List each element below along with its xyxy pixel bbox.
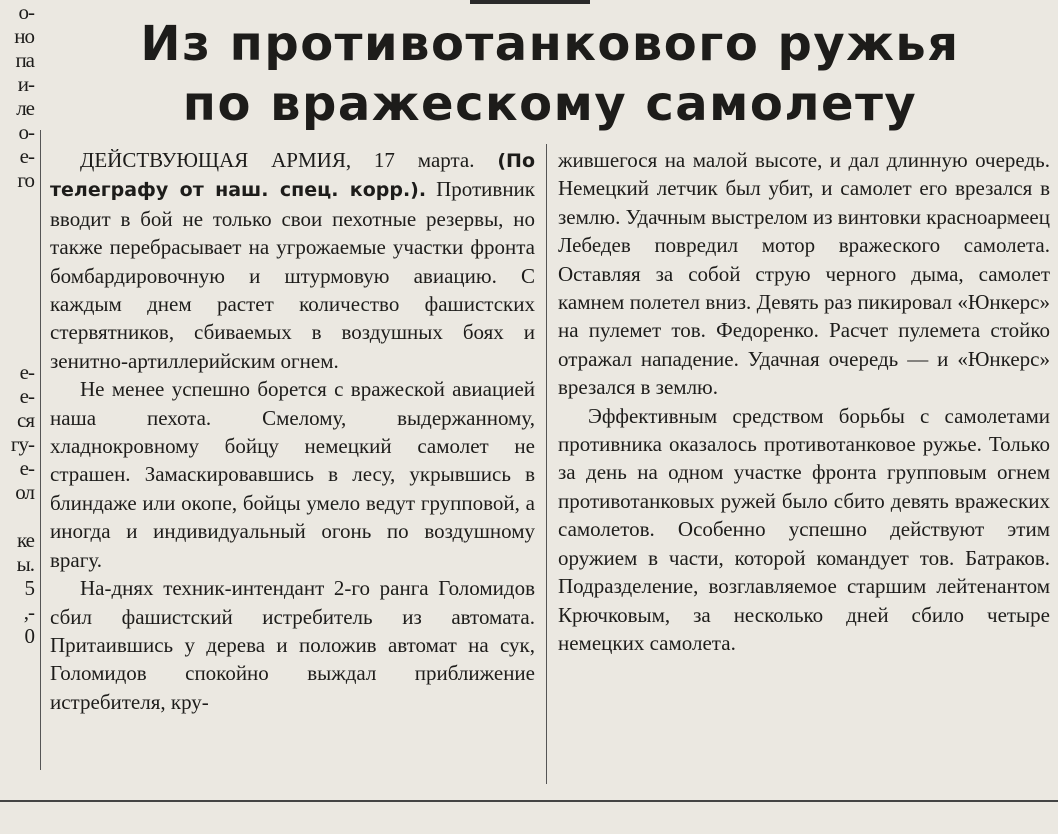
headline-line-2: по вражескому самолету bbox=[182, 76, 918, 132]
edge-fragment bbox=[0, 216, 34, 240]
edge-fragment bbox=[0, 312, 34, 336]
edge-fragment: и- bbox=[17, 72, 34, 96]
edge-fragment bbox=[0, 504, 34, 528]
edge-fragment: го bbox=[17, 168, 34, 192]
edge-fragment bbox=[0, 264, 34, 288]
edge-fragment: 0 bbox=[24, 624, 34, 648]
paragraph-3-continued: жившегося на малой высоте, и дал длинную очередь. Немецкий летчик был убит, и самолет его врезался в землю. Удачным выстрелом из винтовки красноармеец Лебедев повредил мотор вражеского самолета. Оставляя за собой струю черного дыма, самолет камнем полетел вниз. Девять раз пикировал «Юнкерс» на пулемет тов. Федоренко. Расчет пулемета стойко отражал нападение. Удачная очередь — и «Юнкерс» врезался в землю. bbox=[558, 148, 1050, 400]
edge-fragment: е- bbox=[19, 144, 34, 168]
edge-fragment: е- bbox=[19, 456, 34, 480]
paragraph-4: Эффективным средством борьбы с самолетами противника оказалось противотанковое ружье. Только за день на одном участке фронта групповым огнем противотанковых ружей было сбито девять вражеских самолетов. Особенно успешно действуют этим оружием в части, которой командует тов. Батраков. Подразделение, возглавляемое старшим лейтенантом Крючковым, за несколько дней сбило четыре немецких самолета. bbox=[558, 403, 1050, 655]
bottom-rule bbox=[0, 800, 1058, 802]
article-column-2 bbox=[558, 146, 1050, 796]
edge-fragment: о- bbox=[18, 0, 34, 24]
byline: (По телеграфу от наш. спец. корр.). bbox=[50, 150, 536, 202]
edge-fragment bbox=[0, 288, 34, 312]
edge-fragment: 5 bbox=[24, 576, 34, 600]
paragraph-1 bbox=[50, 146, 535, 375]
dateline: ДЕЙСТВУЮЩАЯ АРМИЯ, 17 марта. bbox=[80, 148, 475, 172]
edge-column-rule bbox=[40, 130, 41, 770]
edge-fragment bbox=[0, 192, 34, 216]
edge-fragment: па bbox=[15, 48, 34, 72]
edge-fragment: но bbox=[14, 24, 34, 48]
edge-fragment: ол bbox=[15, 480, 34, 504]
paragraph-1-text: Противник вводит в бой не только свои пехотные резервы, но также перебрасывает на угрожаемые участки фронта бомбардировочную и штурмовую авиацию. С каждым днем растет количество фашистских стервятников, сбиваемых в воздушных боях и зенитно-артиллерийским огнем. bbox=[50, 177, 535, 373]
edge-fragment: гу- bbox=[10, 432, 34, 456]
column-rule bbox=[546, 144, 547, 784]
edge-fragment: е- bbox=[19, 360, 34, 384]
paragraph-2: Не менее успешно борется с вражеской авиацией наша пехота. Смелому, выдержанному, хладнокровному бойцу немецкий самолет не страшен. Замаскировавшись в лесу, укрывшись в блиндаже или окопе, бойцы умело ведут групповой, а иногда и индивидуальный огонь по воздушному врагу. bbox=[50, 377, 535, 572]
edge-fragment: ле bbox=[16, 96, 34, 120]
edge-fragment bbox=[0, 336, 34, 360]
left-edge-fragments bbox=[0, 0, 40, 834]
edge-fragment: е- bbox=[19, 384, 34, 408]
edge-fragment: ке bbox=[16, 528, 34, 552]
article-column-1 bbox=[50, 146, 535, 796]
headline-line-1: Из противотанкового ружья bbox=[140, 16, 960, 72]
edge-fragment bbox=[0, 240, 34, 264]
edge-fragment: о- bbox=[18, 120, 34, 144]
edge-fragment: ,- bbox=[23, 600, 34, 624]
edge-fragment: ы. bbox=[16, 552, 34, 576]
edge-fragment: ся bbox=[17, 408, 34, 432]
paragraph-3: На-днях техник-интендант 2-го ранга Голомидов сбил фашистский истребитель из автомата. Притаившись у дерева и положив автомат на сук, Голомидов спокойно выждал приближение истребителя, кру- bbox=[50, 576, 535, 714]
top-rule bbox=[470, 0, 590, 4]
